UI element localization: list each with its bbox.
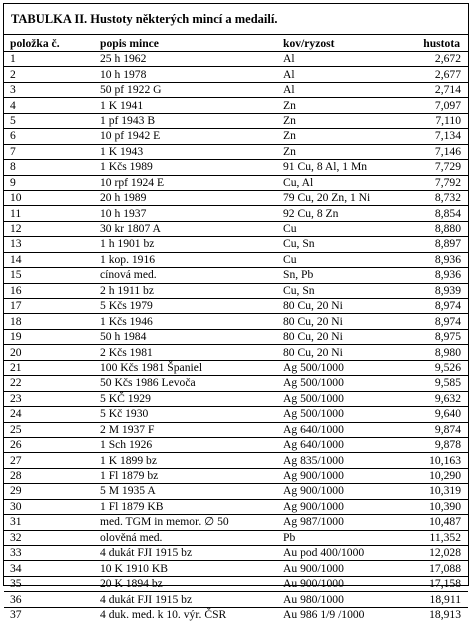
cell-item-number: 27 [4, 453, 94, 468]
cell-density: 10,390 [392, 499, 468, 514]
cell-description: 10 K 1910 KB [94, 561, 280, 576]
cell-alloy: Zn [280, 129, 392, 144]
cell-alloy: 80 Cu, 20 Ni [280, 314, 392, 329]
cell-item-number: 6 [4, 129, 94, 144]
table-row [4, 391, 468, 406]
table-row [4, 576, 468, 591]
table-row [4, 407, 468, 422]
cell-description: 50 h 1984 [94, 329, 280, 344]
table-row [4, 422, 468, 437]
cell-density: 10,319 [392, 484, 468, 499]
density-table-document [3, 3, 469, 586]
table-row [4, 252, 468, 267]
cell-description: 10 h 1978 [94, 67, 280, 82]
header-item: položka č. [4, 35, 94, 52]
cell-alloy: Cu, Sn [280, 283, 392, 298]
cell-item-number: 12 [4, 221, 94, 236]
cell-item-number: 20 [4, 345, 94, 360]
cell-item-number: 33 [4, 546, 94, 561]
cell-alloy: Cu, Sn [280, 237, 392, 252]
cell-description: 5 KČ 1929 [94, 391, 280, 406]
cell-density: 10,163 [392, 453, 468, 468]
cell-item-number: 19 [4, 329, 94, 344]
cell-alloy: Au 900/1000 [280, 576, 392, 591]
cell-description: 20 K 1894 bz [94, 576, 280, 591]
cell-item-number: 36 [4, 592, 94, 607]
cell-alloy: Cu [280, 221, 392, 236]
table-caption: TABULKA II. Hustoty některých mincí a medailí. [4, 4, 468, 35]
cell-item-number: 14 [4, 252, 94, 267]
cell-alloy: 91 Cu, 8 Al, 1 Mn [280, 160, 392, 175]
table-row [4, 160, 468, 175]
cell-description: med. TGM in memor. ∅ 50 [94, 515, 280, 530]
table-row [4, 453, 468, 468]
cell-alloy: 92 Cu, 8 Zn [280, 206, 392, 221]
cell-density: 17,158 [392, 576, 468, 591]
table-row [4, 175, 468, 190]
cell-density: 8,980 [392, 345, 468, 360]
cell-description: 5 Kčs 1979 [94, 299, 280, 314]
cell-density: 7,097 [392, 98, 468, 113]
table-row [4, 345, 468, 360]
cell-item-number: 26 [4, 437, 94, 452]
cell-alloy: Zn [280, 113, 392, 128]
cell-alloy: Ag 900/1000 [280, 484, 392, 499]
cell-description: 2 Kčs 1981 [94, 345, 280, 360]
cell-alloy: Ag 500/1000 [280, 391, 392, 406]
cell-density: 2,672 [392, 52, 468, 67]
cell-item-number: 18 [4, 314, 94, 329]
cell-item-number: 22 [4, 376, 94, 391]
cell-description: 1 K 1899 bz [94, 453, 280, 468]
cell-item-number: 10 [4, 190, 94, 205]
cell-description: 1 h 1901 bz [94, 237, 280, 252]
cell-density: 9,874 [392, 422, 468, 437]
cell-description: 1 Fl 1879 bz [94, 468, 280, 483]
cell-description: 5 M 1935 A [94, 484, 280, 499]
cell-item-number: 3 [4, 82, 94, 97]
cell-alloy: Ag 900/1000 [280, 468, 392, 483]
cell-density: 8,897 [392, 237, 468, 252]
table-row [4, 515, 468, 530]
table-row [4, 67, 468, 82]
cell-alloy: Zn [280, 98, 392, 113]
table-row [4, 98, 468, 113]
table-row [4, 144, 468, 159]
cell-item-number: 7 [4, 144, 94, 159]
table-row [4, 221, 468, 236]
cell-description: 1 Fl 1879 KB [94, 499, 280, 514]
header-alloy: kov/ryzost [280, 35, 392, 52]
cell-density: 2,677 [392, 67, 468, 82]
cell-description: 4 duk. med. k 10. výr. ČSR [94, 607, 280, 622]
cell-density: 9,526 [392, 360, 468, 375]
table-row [4, 314, 468, 329]
cell-item-number: 1 [4, 52, 94, 67]
cell-alloy: Al [280, 82, 392, 97]
cell-alloy: Al [280, 52, 392, 67]
cell-description: 1 kop. 1916 [94, 252, 280, 267]
table-row [4, 530, 468, 545]
cell-alloy: Cu [280, 252, 392, 267]
cell-alloy: Au 986 1/9 /1000 [280, 607, 392, 622]
cell-item-number: 21 [4, 360, 94, 375]
cell-alloy: 80 Cu, 20 Ni [280, 299, 392, 314]
table-row [4, 546, 468, 561]
table-row [4, 299, 468, 314]
cell-density: 7,110 [392, 113, 468, 128]
cell-description: cínová med. [94, 268, 280, 283]
cell-description: 1 K 1943 [94, 144, 280, 159]
cell-density: 8,732 [392, 190, 468, 205]
cell-alloy: 80 Cu, 20 Ni [280, 345, 392, 360]
cell-alloy: Au 900/1000 [280, 561, 392, 576]
cell-item-number: 23 [4, 391, 94, 406]
header-density: hustota [392, 35, 468, 52]
cell-density: 11,352 [392, 530, 468, 545]
cell-item-number: 9 [4, 175, 94, 190]
cell-density: 10,290 [392, 468, 468, 483]
cell-description: 4 dukát FJI 1915 bz [94, 592, 280, 607]
table-row [4, 360, 468, 375]
cell-description: 10 pf 1942 E [94, 129, 280, 144]
cell-description: 10 h 1937 [94, 206, 280, 221]
cell-item-number: 24 [4, 407, 94, 422]
cell-alloy: Al [280, 67, 392, 82]
cell-item-number: 25 [4, 422, 94, 437]
cell-alloy: Ag 640/1000 [280, 437, 392, 452]
cell-density: 9,632 [392, 391, 468, 406]
cell-density: 8,975 [392, 329, 468, 344]
cell-item-number: 35 [4, 576, 94, 591]
table-row [4, 468, 468, 483]
cell-item-number: 32 [4, 530, 94, 545]
cell-density: 8,936 [392, 268, 468, 283]
density-table [4, 35, 468, 622]
table-row [4, 499, 468, 514]
cell-density: 9,585 [392, 376, 468, 391]
cell-description: 100 Kčs 1981 Španiel [94, 360, 280, 375]
cell-alloy: Ag 987/1000 [280, 515, 392, 530]
table-row [4, 283, 468, 298]
cell-item-number: 11 [4, 206, 94, 221]
cell-density: 7,792 [392, 175, 468, 190]
cell-alloy: 80 Cu, 20 Ni [280, 329, 392, 344]
cell-item-number: 13 [4, 237, 94, 252]
table-row [4, 376, 468, 391]
table-row [4, 607, 468, 622]
cell-density: 7,146 [392, 144, 468, 159]
cell-description: 30 kr 1807 A [94, 221, 280, 236]
cell-description: 1 pf 1943 B [94, 113, 280, 128]
cell-item-number: 2 [4, 67, 94, 82]
cell-item-number: 30 [4, 499, 94, 514]
table-row [4, 592, 468, 607]
cell-density: 8,936 [392, 252, 468, 267]
cell-description: 4 dukát FJI 1915 bz [94, 546, 280, 561]
cell-density: 9,640 [392, 407, 468, 422]
cell-item-number: 16 [4, 283, 94, 298]
cell-item-number: 29 [4, 484, 94, 499]
cell-description: 1 K 1941 [94, 98, 280, 113]
cell-alloy: Ag 835/1000 [280, 453, 392, 468]
cell-density: 8,974 [392, 314, 468, 329]
cell-item-number: 34 [4, 561, 94, 576]
table-row [4, 437, 468, 452]
cell-density: 9,878 [392, 437, 468, 452]
cell-density: 18,911 [392, 592, 468, 607]
cell-description: 2 h 1911 bz [94, 283, 280, 298]
table-row [4, 237, 468, 252]
table-header [4, 35, 468, 52]
cell-item-number: 8 [4, 160, 94, 175]
cell-description: 50 pf 1922 G [94, 82, 280, 97]
cell-alloy: Ag 500/1000 [280, 407, 392, 422]
table-row [4, 82, 468, 97]
cell-item-number: 37 [4, 607, 94, 622]
cell-item-number: 28 [4, 468, 94, 483]
cell-density: 8,974 [392, 299, 468, 314]
cell-item-number: 17 [4, 299, 94, 314]
table-row [4, 268, 468, 283]
cell-item-number: 15 [4, 268, 94, 283]
cell-alloy: Au 980/1000 [280, 592, 392, 607]
cell-alloy: Ag 900/1000 [280, 499, 392, 514]
cell-item-number: 4 [4, 98, 94, 113]
table-row [4, 561, 468, 576]
cell-density: 2,714 [392, 82, 468, 97]
cell-density: 7,134 [392, 129, 468, 144]
cell-density: 18,913 [392, 607, 468, 622]
cell-alloy: Au pod 400/1000 [280, 546, 392, 561]
cell-alloy: Sn, Pb [280, 268, 392, 283]
cell-density: 8,854 [392, 206, 468, 221]
cell-item-number: 31 [4, 515, 94, 530]
table-row [4, 129, 468, 144]
cell-density: 17,088 [392, 561, 468, 576]
cell-alloy: Zn [280, 144, 392, 159]
cell-alloy: Cu, Al [280, 175, 392, 190]
header-description: popis mince [94, 35, 280, 52]
cell-description: 20 h 1989 [94, 190, 280, 205]
table-row [4, 52, 468, 67]
cell-alloy: Ag 640/1000 [280, 422, 392, 437]
cell-description: 1 Kčs 1946 [94, 314, 280, 329]
cell-description: 50 Kčs 1986 Levoča [94, 376, 280, 391]
cell-description: 25 h 1962 [94, 52, 280, 67]
cell-description: olověná med. [94, 530, 280, 545]
table-row [4, 329, 468, 344]
cell-density: 7,729 [392, 160, 468, 175]
cell-alloy: Ag 500/1000 [280, 360, 392, 375]
cell-density: 12,028 [392, 546, 468, 561]
table-row [4, 190, 468, 205]
cell-alloy: 79 Cu, 20 Zn, 1 Ni [280, 190, 392, 205]
cell-description: 1 Sch 1926 [94, 437, 280, 452]
cell-alloy: Ag 500/1000 [280, 376, 392, 391]
table-row [4, 113, 468, 128]
cell-density: 8,880 [392, 221, 468, 236]
table-row [4, 206, 468, 221]
cell-description: 1 Kčs 1989 [94, 160, 280, 175]
cell-density: 8,939 [392, 283, 468, 298]
table-body [4, 52, 468, 622]
cell-description: 2 M 1937 F [94, 422, 280, 437]
cell-density: 10,487 [392, 515, 468, 530]
cell-description: 5 Kč 1930 [94, 407, 280, 422]
cell-description: 10 rpf 1924 E [94, 175, 280, 190]
cell-item-number: 5 [4, 113, 94, 128]
table-row [4, 484, 468, 499]
header-row [4, 35, 468, 52]
cell-alloy: Pb [280, 530, 392, 545]
